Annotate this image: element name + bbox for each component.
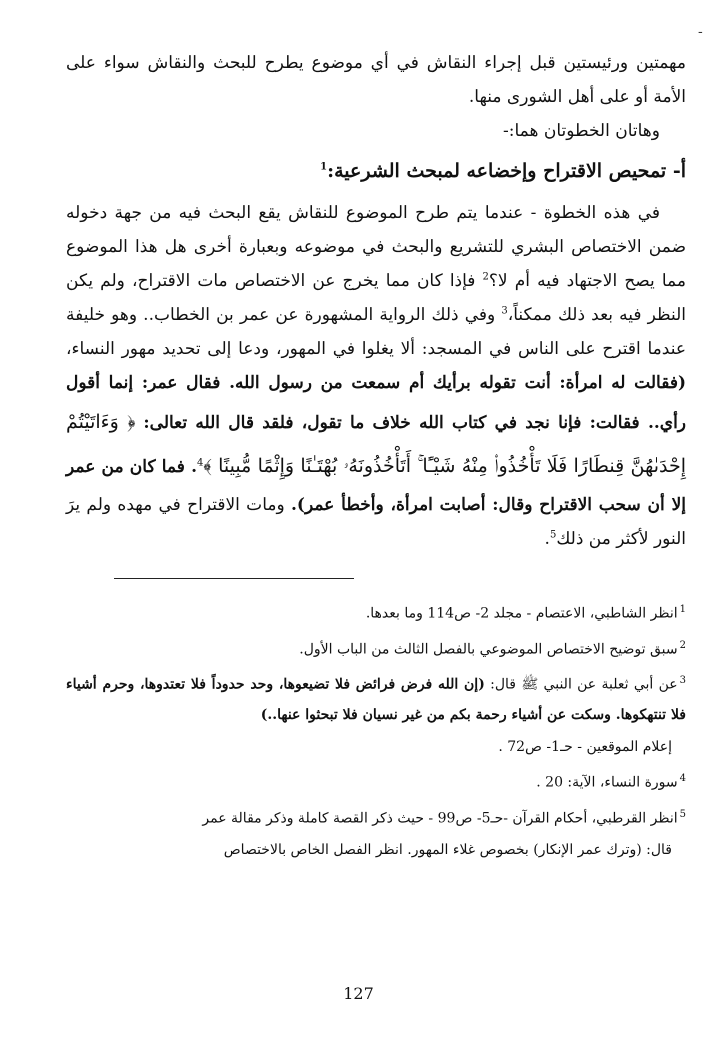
footnote-ref-5: 5 [549, 529, 557, 541]
footnote-4 [66, 764, 686, 798]
umar-response-bold: . فما كان من عمر إلا أن سحب الاقتراح وقال: أصابت امرأة، وأخطأ عمر). [66, 457, 686, 515]
paragraph-steps: وهاتان الخطوتان هما:- [502, 121, 660, 141]
footnote-5-continued: قال: (وترك عمر الإنكار) بخصوص غلاء المهور. انظر الفصل الخاص بالاختصاص [223, 842, 672, 859]
footnote-2-text: سبق توضيح الاختصاص الموضوعي بالفصل الثالث من الباب الأول. [299, 641, 678, 658]
quran-verse: ﴿ وَءَاتَيْتُمْ إِحْدَىٰهُنَّ قِنطَارًا فَلَا تَأْخُذُوا۟ مِنْهُ شَيْـًٔا ۚ أَتَأْخُذُونَهُۥ بُهْتَـٰنًا وَإِثْمًا مُّبِينًا ﴾ [66, 411, 686, 477]
woman-quote-bold: (فقالت له امرأة: أنت تقوله برأيك أم سمعت من رسول الله. فقال عمر: إنما أقول رأي.. فقالت: فإنا نجد في كتاب الله خلاف ما تقول، فلقد قال الله تعالى: [66, 373, 687, 433]
main-text-part-a: في هذه الخطوة - عندما يتم طرح الموضوع للنقاش يقع البحث فيه من جهة دخوله ضمن الاختصاص البشري للتشريع والبحث في موضوعه وبعبارة أخرى هل هذا الموضوع مما يصح الاجتهاد فيه أم لا؟ [66, 203, 686, 291]
footnote-4-text: سورة النساء، الآية: 20 . [536, 774, 678, 791]
page-content [66, 46, 686, 867]
main-text [66, 46, 686, 556]
section-heading-text: أ- تمحيص الاقتراح وإخضاعه لمبحث الشرعية: [327, 160, 686, 182]
footnote-3 [66, 666, 686, 730]
footnote-ref-1: 1 [320, 161, 328, 173]
footnote-5-number: 5 [679, 808, 686, 820]
footnote-ref-2: 2 [482, 271, 489, 283]
main-text-part-b: فإذا كان مما يخرج عن الاختصاص مات الاقتراح، ولم يكن النظر فيه بعد ذلك ممكناً، [66, 271, 687, 325]
main-text-end: . [544, 529, 550, 549]
footnote-1-number: 1 [679, 604, 686, 615]
main-text-part-c: وفي ذلك الرواية المشهورة عن عمر بن الخطاب.. وهو خليفة عندما اقترح على الناس في المسجد: ألا يغلوا في المهور، ودعا إلى تحديد مهور النساء، [66, 305, 686, 359]
paragraph-main [66, 196, 686, 556]
paragraph-intro: مهمتين ورئيستين قبل إجراء النقاش في أي موضوع يطرح للبحث والنقاش سواء على الأمة أو على أهل الشورى منها. [66, 53, 686, 107]
footnote-1-text: انظر الشاطبي، الاعتصام - مجلد 2- ص114 وما بعدها. [365, 605, 678, 622]
footnote-3-hadith-bold: (إن الله فرض فرائض فلا تضيعوها، وحد حدوداً فلا تعتدوها، وحرم أشياء فلا تنتهكوها. وسكت عن أشياء رحمة بكم من غير نسيان فلا تبحثوا عنها..) [66, 676, 686, 723]
section-heading [66, 152, 686, 190]
footnote-3-source: إعلام الموقعين - حـ1- ص72 . [498, 738, 672, 755]
footnote-5 [66, 800, 686, 834]
footnote-3-text: عن أبي ثعلبة عن النبي ﷺ قال: [484, 676, 678, 693]
footnote-ref-4: 4 [197, 457, 204, 469]
footnote-5-text: انظر القرطبي، أحكام القرآن -حـ5- ص99 - حيث ذكر القصة كاملة وذكر مقالة عمر [202, 810, 678, 827]
main-text-part-d: ومات الاقتراح في مهده ولم يرَ النور لأكثر من ذلك [66, 495, 686, 549]
footnote-3-number: 3 [679, 675, 686, 687]
footnote-4-number: 4 [679, 772, 686, 784]
footnote-2-number: 2 [679, 639, 686, 651]
page-number: 127 [343, 984, 374, 1003]
footnote-1 [66, 595, 686, 629]
footnote-2 [66, 631, 686, 665]
footnote-ref-3: 3 [501, 305, 508, 317]
footnotes [66, 595, 686, 865]
margin-mark: - [698, 24, 703, 40]
footnote-separator [114, 578, 354, 579]
